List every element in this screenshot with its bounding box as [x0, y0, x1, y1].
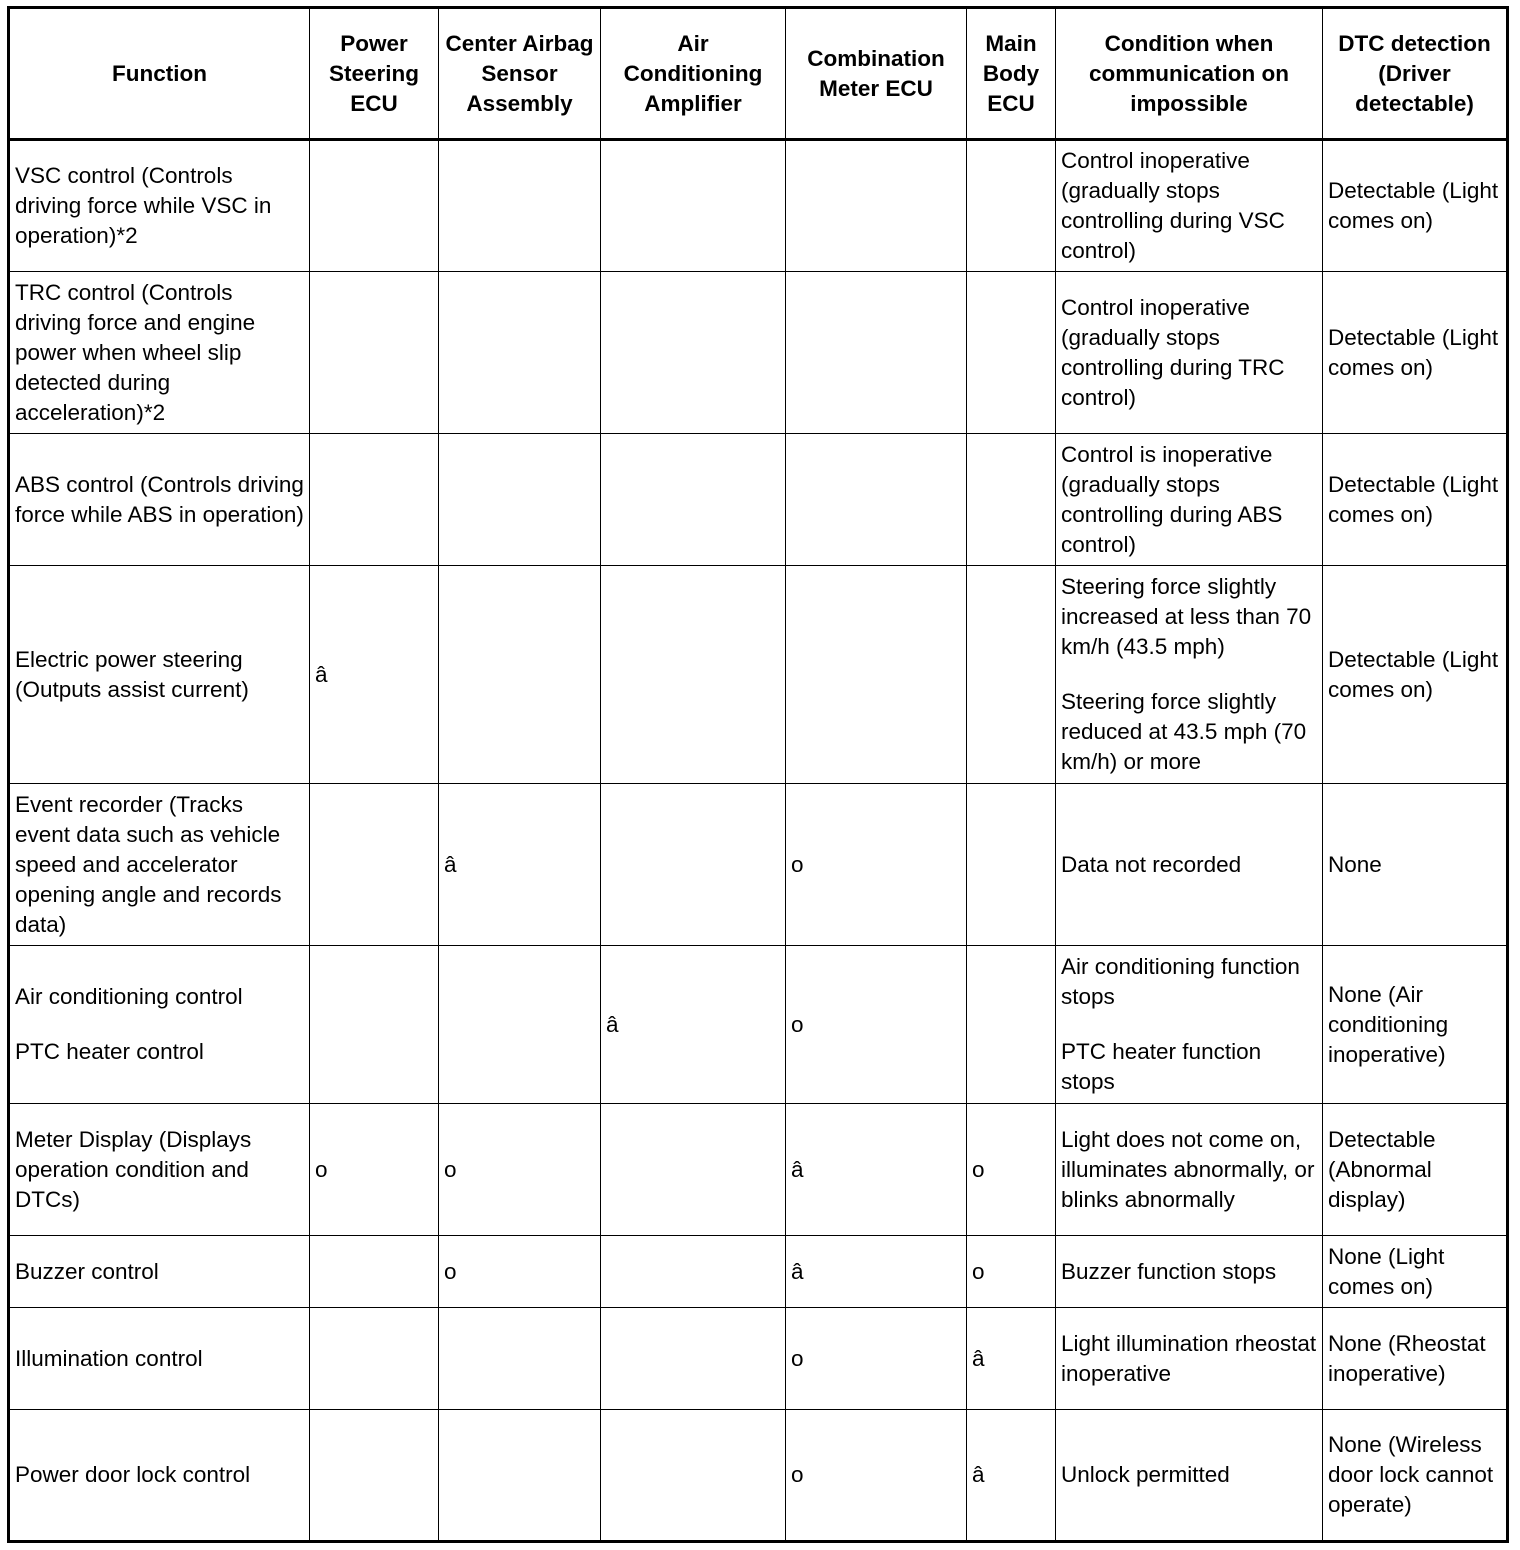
condition-cell: [1056, 272, 1323, 434]
table-row: [9, 140, 1508, 272]
ac-amplifier-cell: [601, 784, 786, 946]
condition-text: Control is inoperative (gradually stops controlling during ABS control): [1061, 441, 1283, 557]
header-combination-meter-ecu: Combination Meter ECU: [786, 8, 967, 140]
airbag-cell: [439, 1308, 601, 1410]
power-steering-cell: [310, 434, 439, 566]
body-cell: [967, 272, 1056, 434]
ac-amplifier-cell: [601, 1236, 786, 1308]
function-cell: [9, 1236, 310, 1308]
condition-cell: [1056, 1308, 1323, 1410]
dtc-cell: Detectable (Light comes on): [1323, 566, 1508, 784]
meter-cell: o: [786, 946, 967, 1104]
meter-cell: â: [786, 1236, 967, 1308]
airbag-cell: [439, 272, 601, 434]
dtc-cell: Detectable (Light comes on): [1323, 140, 1508, 272]
dtc-cell: None: [1323, 784, 1508, 946]
table-row: [9, 1104, 1508, 1236]
condition-cell: [1056, 140, 1323, 272]
function-text: Illumination control: [15, 1345, 203, 1371]
meter-cell: o: [786, 1410, 967, 1542]
dtc-cell: Detectable (Abnormal display): [1323, 1104, 1508, 1236]
function-text: TRC control (Controls driving force and engine power when wheel slip detected during acceleration)*2: [15, 279, 256, 425]
condition-text: Control inoperative (gradually stops controlling during VSC control): [1061, 148, 1285, 263]
condition-text: Data not recorded: [1061, 851, 1242, 877]
ac-amplifier-cell: [601, 434, 786, 566]
meter-cell: [786, 140, 967, 272]
function-cell: [9, 272, 310, 434]
header-main-body-ecu: Main Body ECU: [967, 8, 1056, 140]
power-steering-cell: [310, 1236, 439, 1308]
power-steering-cell: [310, 1410, 439, 1542]
header-ac-amplifier: Air Conditioning Amplifier: [601, 8, 786, 140]
function-cell: [9, 140, 310, 272]
function-cell: [9, 1410, 310, 1542]
meter-cell: o: [786, 784, 967, 946]
function-text: Air conditioning control: [15, 984, 243, 1009]
table-row: [9, 946, 1508, 1104]
function-text: Power door lock control: [15, 1462, 251, 1487]
ac-amplifier-cell: [601, 566, 786, 784]
body-cell: â: [967, 1410, 1056, 1542]
meter-cell: [786, 434, 967, 566]
ac-amplifier-cell: [601, 140, 786, 272]
airbag-cell: [439, 1410, 601, 1542]
airbag-cell: [439, 434, 601, 566]
condition-cell: [1056, 434, 1323, 566]
airbag-cell: [439, 140, 601, 272]
body-cell: [967, 784, 1056, 946]
table-row: [9, 1410, 1508, 1542]
airbag-cell: o: [439, 1104, 601, 1236]
function-text: Event recorder (Tracks event data such as vehicle speed and accelerator opening angle and records data): [15, 791, 282, 937]
power-steering-cell: [310, 140, 439, 272]
ac-amplifier-cell: â: [601, 946, 786, 1104]
condition-text: Steering force slightly increased at less than 70 km/h (43.5 mph): [1061, 574, 1312, 659]
condition-cell: [1056, 1236, 1323, 1308]
airbag-cell: [439, 946, 601, 1104]
condition-text: Unlock permitted: [1061, 1462, 1230, 1487]
condition-cell: [1056, 1104, 1323, 1236]
dtc-cell: None (Wireless door lock cannot operate): [1323, 1410, 1508, 1542]
function-cell: [9, 946, 310, 1104]
table-row: [9, 1236, 1508, 1308]
condition-cell: [1056, 784, 1323, 946]
dtc-cell: None (Light comes on): [1323, 1236, 1508, 1308]
table-row: [9, 434, 1508, 566]
function-text: Electric power steering (Outputs assist current): [15, 646, 249, 702]
header-center-airbag-sensor: Center Airbag Sensor Assembly: [439, 8, 601, 140]
meter-cell: â: [786, 1104, 967, 1236]
function-cell: [9, 1308, 310, 1410]
function-cell: [9, 784, 310, 946]
meter-cell: o: [786, 1308, 967, 1410]
header-row: [9, 8, 1508, 140]
ac-amplifier-cell: [601, 272, 786, 434]
body-cell: o: [967, 1104, 1056, 1236]
condition-text: Steering force slightly reduced at 43.5 mph (70 km/h) or more: [1061, 689, 1307, 774]
meter-cell: [786, 272, 967, 434]
function-text: Buzzer control: [15, 1258, 159, 1284]
condition-text: Buzzer function stops: [1061, 1258, 1277, 1284]
condition-cell: [1056, 566, 1323, 784]
function-cell: [9, 566, 310, 784]
power-steering-cell: [310, 946, 439, 1104]
function-text: Meter Display (Displays operation condition and DTCs): [15, 1126, 252, 1212]
dtc-cell: None (Air conditioning inoperative): [1323, 946, 1508, 1104]
function-text: PTC heater control: [15, 1039, 204, 1064]
condition-text: Light does not come on, illuminates abnormally, or blinks abnormally: [1061, 1126, 1315, 1212]
body-cell: â: [967, 1308, 1056, 1410]
condition-cell: [1056, 946, 1323, 1104]
dtc-cell: Detectable (Light comes on): [1323, 434, 1508, 566]
ac-amplifier-cell: [601, 1308, 786, 1410]
table-row: [9, 566, 1508, 784]
airbag-cell: o: [439, 1236, 601, 1308]
condition-text: Light illumination rheostat inoperative: [1061, 1330, 1317, 1386]
header-power-steering-ecu: Power Steering ECU: [310, 8, 439, 140]
airbag-cell: â: [439, 784, 601, 946]
power-steering-cell: [310, 272, 439, 434]
power-steering-cell: [310, 1308, 439, 1410]
header-function: Function: [9, 8, 310, 140]
ac-amplifier-cell: [601, 1410, 786, 1542]
header-dtc-detection: DTC detection (Driver detectable): [1323, 8, 1508, 140]
table-row: [9, 784, 1508, 946]
condition-text: Air conditioning function stops: [1061, 954, 1300, 1009]
condition-text: PTC heater function stops: [1061, 1039, 1262, 1094]
table-row: [9, 272, 1508, 434]
meter-cell: [786, 566, 967, 784]
airbag-cell: [439, 566, 601, 784]
header-condition: Condition when communication on impossible: [1056, 8, 1323, 140]
condition-text: Control inoperative (gradually stops controlling during TRC control): [1061, 294, 1285, 410]
dtc-cell: Detectable (Light comes on): [1323, 272, 1508, 434]
dtc-cell: None (Rheostat inoperative): [1323, 1308, 1508, 1410]
table-row: [9, 1308, 1508, 1410]
function-cell: [9, 434, 310, 566]
function-cell: [9, 1104, 310, 1236]
condition-cell: [1056, 1410, 1323, 1542]
communication-function-table: [7, 6, 1509, 1543]
ac-amplifier-cell: [601, 1104, 786, 1236]
body-cell: o: [967, 1236, 1056, 1308]
function-text: VSC control (Controls driving force while VSC in operation)*2: [15, 163, 272, 248]
body-cell: [967, 946, 1056, 1104]
body-cell: [967, 434, 1056, 566]
body-cell: [967, 140, 1056, 272]
power-steering-cell: o: [310, 1104, 439, 1236]
power-steering-cell: â: [310, 566, 439, 784]
body-cell: [967, 566, 1056, 784]
function-text: ABS control (Controls driving force while ABS in operation): [15, 471, 304, 527]
power-steering-cell: [310, 784, 439, 946]
